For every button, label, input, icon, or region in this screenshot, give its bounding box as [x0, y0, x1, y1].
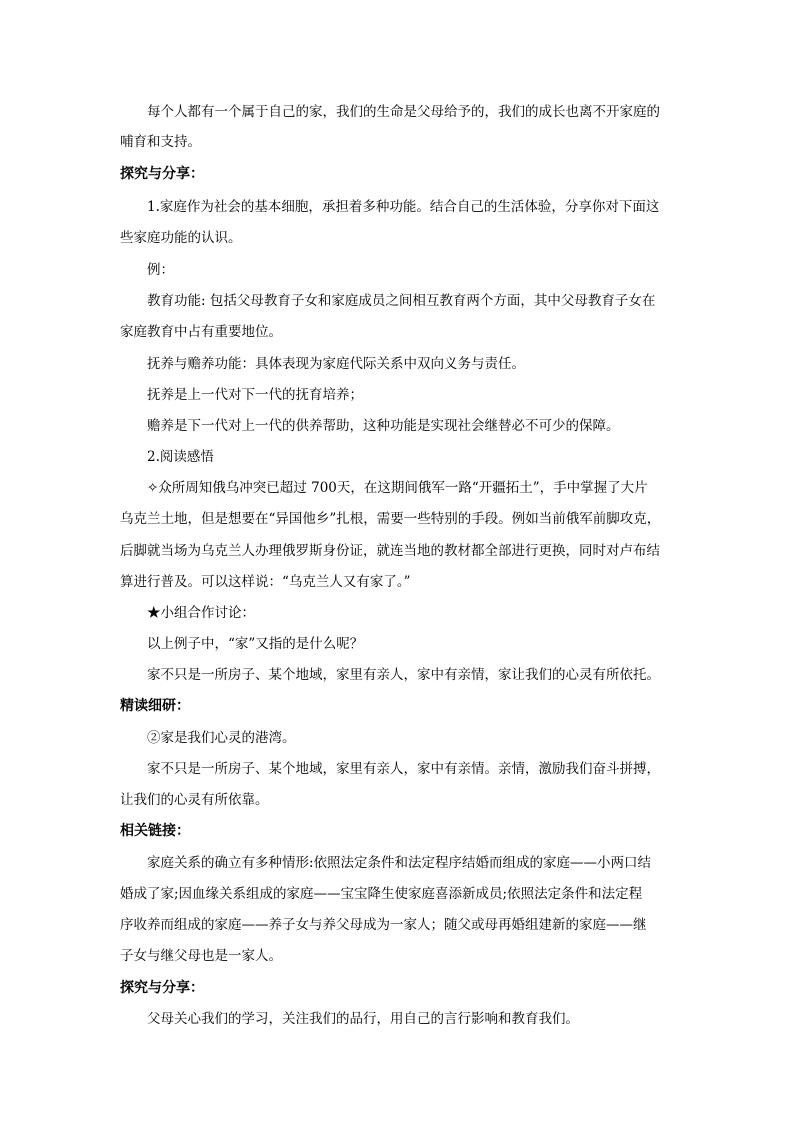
support-function-text: 抚养与赡养功能：具体表现为家庭代际关系中双向义务与责任。	[147, 356, 525, 372]
discussion-answer: 家不只是一所房子、某个地域，家里有亲人，家中有亲情，家让我们的心灵有所依托。	[147, 667, 660, 683]
harbor-paragraph-line-2: 让我们的心灵有所依靠。	[120, 792, 269, 808]
section-heading-related-links: 相关链接：	[120, 823, 190, 839]
group-discussion-label: ★小组合作讨论：	[147, 605, 255, 621]
reading-paragraph-line-1: ✧众所周知俄乌冲突已超过 700天，在这期间俄军一路“开疆拓土”，手中掌握了大片	[147, 480, 648, 496]
harbor-paragraph-line-1: 家不只是一所房子、某个地域，家里有亲人，家中有亲情。亲情，激励我们奋斗拼搏，	[147, 761, 660, 777]
section-heading-explore-share-2: 探究与分享：	[120, 980, 204, 996]
reading-paragraph-line-2: 乌克兰土地，但是想要在“异国他乡”扎根，需要一些特别的手段。例如当前俄军前脚攻克，	[120, 511, 661, 527]
harbor-statement: ②家是我们心灵的港湾。	[147, 730, 296, 746]
reading-paragraph-line-3: 后脚就当场为乌克兰人办理俄罗斯身份证，就连当地的教材都全部进行更换，同时对卢布结	[120, 543, 660, 559]
reading-paragraph-line-4: 算进行普及。可以这样说：“乌克兰人又有家了。”	[120, 574, 411, 590]
elder-support-text: 赡养是下一代对上一代的供养帮助，这种功能是实现社会继替必不可少的保障。	[147, 418, 620, 434]
discussion-question: 以上例子中，“家”又指的是什么呢？	[147, 636, 364, 652]
question-1-line-2: 些家庭功能的认识。	[120, 230, 242, 246]
family-relations-line-3: 序收养而组成的家庭——养子女与养父母成为一家人；随父或母再婚组建新的家庭——继	[120, 917, 647, 933]
example-label: 例：	[147, 262, 174, 278]
intro-paragraph-line-1: 每个人都有一个属于自己的家，我们的生命是父母给予的，我们的成长也离不开家庭的	[147, 104, 660, 120]
family-relations-line-1: 家庭关系的确立有多种情形:依照法定条件和法定程序结婚而组成的家庭——小两口结	[147, 855, 652, 871]
reading-reflection-label: 2.阅读感悟	[147, 449, 214, 465]
upbringing-text: 抚养是上一代对下一代的抚育培养；	[147, 387, 363, 403]
section-heading-close-reading: 精读细研：	[120, 698, 190, 714]
section-heading-explore-share: 探究与分享：	[120, 166, 204, 182]
education-function-line-2: 家庭教育中占有重要地位。	[120, 324, 282, 340]
question-1-line-1: 1.家庭作为社会的基本细胞，承担着多种功能。结合自己的生活体验，分享你对下面这	[147, 199, 660, 215]
family-relations-line-2: 婚成了家;因血缘关系组成的家庭——宝宝降生使家庭喜添新成员;依照法定条件和法定程	[120, 886, 643, 902]
parents-care-text: 父母关心我们的学习，关注我们的品行，用自己的言行影响和教育我们。	[147, 1011, 579, 1027]
family-relations-line-4: 子女与继父母也是一家人。	[120, 948, 282, 964]
intro-paragraph-line-2: 哺育和支持。	[120, 134, 201, 150]
education-function-line-1: 教育功能: 包括父母教育子女和家庭成员之间相互教育两个方面，其中父母教育子女在	[147, 293, 656, 309]
